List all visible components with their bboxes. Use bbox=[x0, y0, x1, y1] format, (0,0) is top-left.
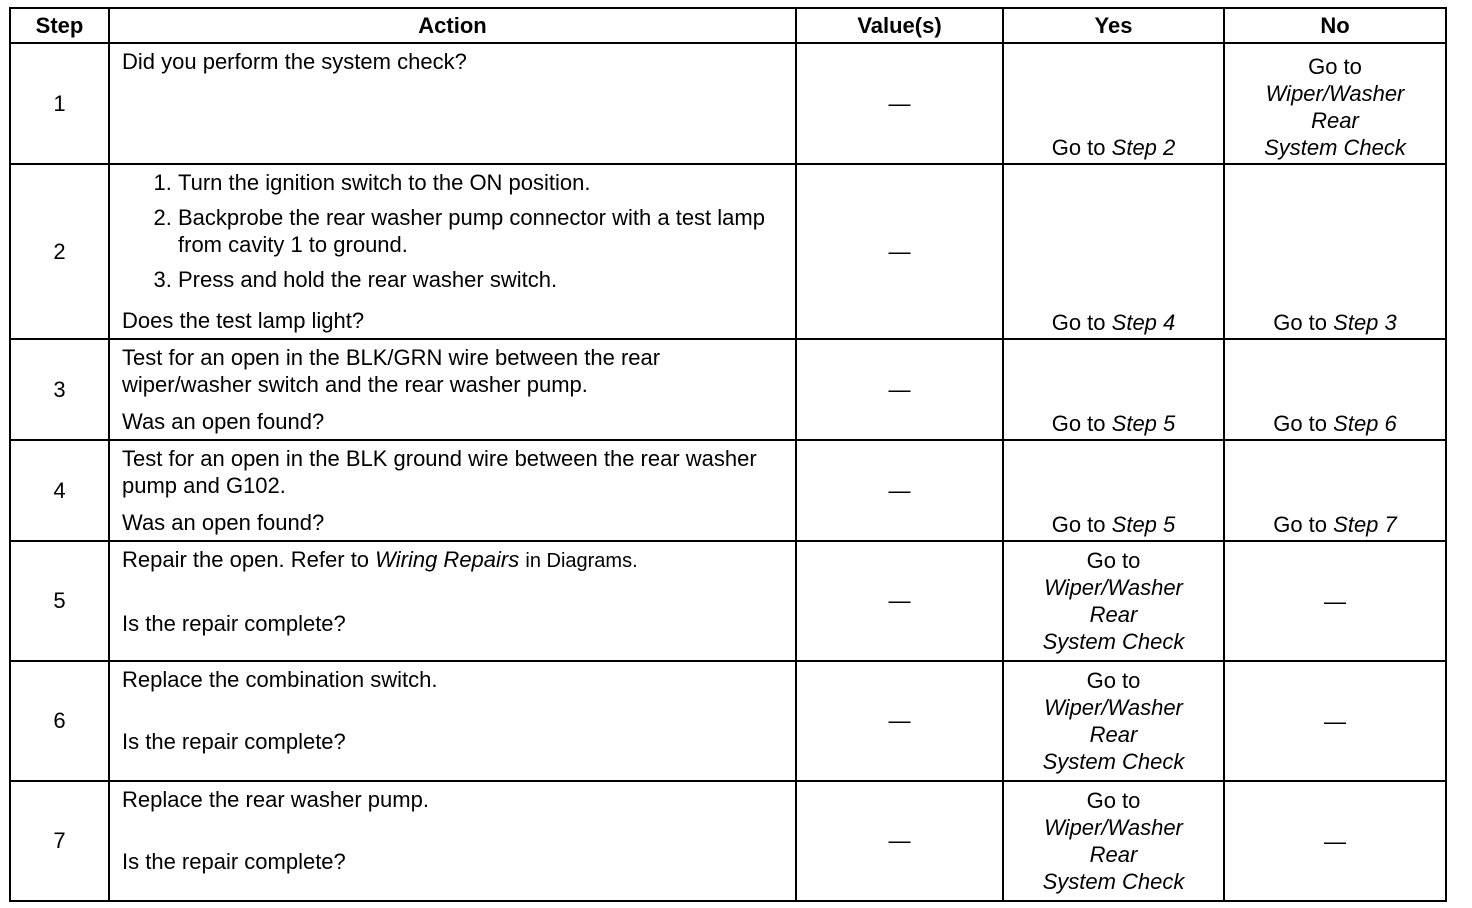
yes-cell bbox=[1003, 781, 1224, 901]
no-cell bbox=[1224, 440, 1446, 541]
substep: 2. Backprobe the rear washer pump connector with a test lamp from cavity 1 to ground. bbox=[178, 204, 785, 258]
action-question: Is the repair complete? bbox=[122, 611, 346, 636]
no-cell: — bbox=[1224, 541, 1446, 661]
instruction-text: Repair the open. Refer to bbox=[122, 547, 370, 572]
no-cell: — bbox=[1224, 781, 1446, 901]
goto-prefix: Go to bbox=[1086, 548, 1141, 573]
action-cell bbox=[109, 541, 796, 661]
goto-prefix: Go to bbox=[1051, 310, 1106, 335]
header-step: Step bbox=[10, 8, 109, 43]
step-number: 5 bbox=[10, 541, 109, 661]
action-question: Is the repair complete? bbox=[122, 849, 346, 874]
header-values: Value(s) bbox=[796, 8, 1003, 43]
no-cell: — bbox=[1224, 661, 1446, 781]
action-question: Was an open found? bbox=[122, 510, 325, 535]
values-cell: — bbox=[796, 541, 1003, 661]
values-cell: — bbox=[796, 781, 1003, 901]
goto-target: Wiper/Washer bbox=[1265, 81, 1405, 106]
header-row bbox=[10, 8, 1446, 43]
no-cell bbox=[1224, 43, 1446, 164]
goto-prefix: Go to bbox=[1051, 512, 1106, 537]
goto-target: System Check bbox=[1042, 749, 1185, 774]
step-number: 2 bbox=[10, 164, 109, 339]
goto-target: Wiper/Washer bbox=[1044, 575, 1183, 600]
goto-prefix: Go to bbox=[1051, 411, 1106, 436]
goto-target: Step 7 bbox=[1333, 512, 1397, 537]
table-row bbox=[10, 43, 1446, 164]
step-number: 7 bbox=[10, 781, 109, 901]
goto-prefix: Go to bbox=[1273, 310, 1328, 335]
values-cell: — bbox=[796, 164, 1003, 339]
action-cell bbox=[109, 339, 796, 440]
goto-prefix: Go to bbox=[1308, 54, 1362, 79]
goto-target: Step 5 bbox=[1111, 411, 1176, 436]
action-question: Is the repair complete? bbox=[122, 729, 346, 754]
action-instruction: Replace the rear washer pump. bbox=[122, 787, 429, 812]
goto-target: System Check bbox=[1042, 869, 1185, 894]
goto-prefix: Go to bbox=[1273, 512, 1328, 537]
action-cell bbox=[109, 781, 796, 901]
goto-target: Step 4 bbox=[1111, 310, 1176, 335]
action-instruction: Replace the combination switch. bbox=[122, 667, 438, 692]
header-yes: Yes bbox=[1003, 8, 1224, 43]
substep-list bbox=[122, 169, 785, 301]
goto-prefix: Go to bbox=[1051, 135, 1106, 160]
goto-prefix: Go to bbox=[1086, 668, 1141, 693]
goto-target: Step 6 bbox=[1333, 411, 1397, 436]
yes-cell bbox=[1003, 43, 1224, 164]
values-cell: — bbox=[796, 661, 1003, 781]
action-instruction: Test for an open in the BLK ground wire between the rear washer pump and G102. bbox=[122, 446, 757, 498]
values-cell: — bbox=[796, 440, 1003, 541]
yes-cell bbox=[1003, 541, 1224, 661]
substep: 1. Turn the ignition switch to the ON position. bbox=[178, 169, 785, 196]
goto-target: Rear bbox=[1089, 842, 1138, 867]
no-cell bbox=[1224, 164, 1446, 339]
action-instruction bbox=[122, 546, 785, 575]
goto-prefix: Go to bbox=[1273, 411, 1328, 436]
values-cell: — bbox=[796, 43, 1003, 164]
wiring-repairs-reference: Wiring Repairs bbox=[375, 547, 520, 572]
action-cell bbox=[109, 661, 796, 781]
step-number: 6 bbox=[10, 661, 109, 781]
yes-cell bbox=[1003, 661, 1224, 781]
goto-prefix: Go to bbox=[1086, 788, 1141, 813]
action-question: Was an open found? bbox=[122, 409, 325, 434]
action-question: Did you perform the system check? bbox=[122, 49, 467, 74]
goto-target: Step 3 bbox=[1333, 310, 1397, 335]
goto-target: System Check bbox=[1264, 135, 1406, 160]
no-cell bbox=[1224, 339, 1446, 440]
goto-target: System Check bbox=[1042, 629, 1185, 654]
step-number: 1 bbox=[10, 43, 109, 164]
goto-target: Step 5 bbox=[1111, 512, 1176, 537]
table-row bbox=[10, 339, 1446, 440]
step-number: 4 bbox=[10, 440, 109, 541]
goto-target: Wiper/Washer bbox=[1044, 695, 1183, 720]
yes-cell bbox=[1003, 339, 1224, 440]
instruction-suffix: in Diagrams. bbox=[525, 550, 638, 572]
goto-target: Rear bbox=[1311, 108, 1359, 133]
action-instruction: Test for an open in the BLK/GRN wire between the rear wiper/washer switch and the rear washer pump. bbox=[122, 345, 661, 397]
header-action: Action bbox=[109, 8, 796, 43]
goto-target: Step 2 bbox=[1111, 135, 1176, 160]
header-no: No bbox=[1224, 8, 1446, 43]
table-row bbox=[10, 661, 1446, 781]
yes-cell bbox=[1003, 440, 1224, 541]
diagnostic-table bbox=[9, 7, 1447, 902]
action-cell bbox=[109, 164, 796, 339]
goto-target: Rear bbox=[1089, 722, 1138, 747]
table-row bbox=[10, 781, 1446, 901]
table-row bbox=[10, 440, 1446, 541]
values-cell: — bbox=[796, 339, 1003, 440]
table-row bbox=[10, 541, 1446, 661]
step-number: 3 bbox=[10, 339, 109, 440]
action-question: Does the test lamp light? bbox=[122, 308, 365, 333]
goto-target: Rear bbox=[1089, 602, 1138, 627]
substep: 3. Press and hold the rear washer switch. bbox=[178, 266, 785, 293]
goto-target: Wiper/Washer bbox=[1044, 815, 1183, 840]
yes-cell bbox=[1003, 164, 1224, 339]
action-cell bbox=[109, 43, 796, 164]
table-row bbox=[10, 164, 1446, 339]
action-cell bbox=[109, 440, 796, 541]
